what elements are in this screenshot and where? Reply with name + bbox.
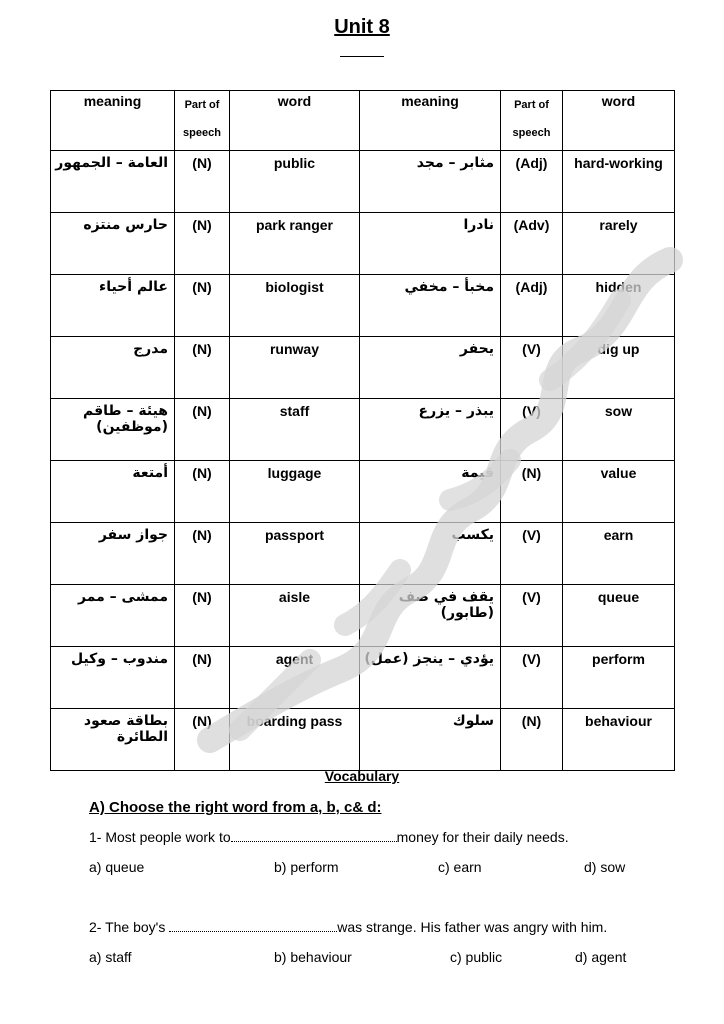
left-meaning-cell: حارس منتزه (51, 213, 175, 275)
right-pos-cell: (V) (501, 399, 563, 461)
question-2 (89, 919, 607, 935)
header-word-right: word (563, 91, 675, 151)
header-meaning-right: meaning (360, 91, 501, 151)
table-row (51, 337, 675, 399)
table-row (51, 399, 675, 461)
left-pos-cell: (N) (175, 709, 230, 771)
right-word-cell: hidden (563, 275, 675, 337)
right-word-cell: behaviour (563, 709, 675, 771)
right-pos-cell: (V) (501, 647, 563, 709)
left-word-cell: aisle (230, 585, 360, 647)
right-word-cell: dig up (563, 337, 675, 399)
left-word-cell: biologist (230, 275, 360, 337)
right-pos-cell: (Adv) (501, 213, 563, 275)
left-pos-cell: (N) (175, 647, 230, 709)
question-2-text-before: 2- The boy's (89, 919, 166, 935)
right-pos-cell: (Adj) (501, 275, 563, 337)
left-meaning-cell: مدرج (51, 337, 175, 399)
left-word-cell: boarding pass (230, 709, 360, 771)
left-pos-cell: (N) (175, 151, 230, 213)
right-pos-cell: (Adj) (501, 151, 563, 213)
left-meaning-cell: عالم أحياء (51, 275, 175, 337)
table-row (51, 585, 675, 647)
header-meaning-left: meaning (51, 91, 175, 151)
answer-blank (231, 831, 397, 842)
left-pos-cell: (N) (175, 275, 230, 337)
right-word-cell: queue (563, 585, 675, 647)
right-meaning-cell: يبذر – يزرع (360, 399, 501, 461)
vocabulary-table (50, 90, 675, 771)
right-word-cell: earn (563, 523, 675, 585)
question-1 (89, 829, 569, 845)
page-title: Unit 8 (334, 16, 390, 38)
question-2-option-d: d) agent (575, 949, 627, 965)
question-2-text-after: was strange. His father was angry with him. (337, 919, 608, 935)
question-1-option-c: c) earn (438, 859, 482, 875)
question-1-option-b: b) perform (274, 859, 339, 875)
table-row (51, 523, 675, 585)
left-word-cell: staff (230, 399, 360, 461)
left-meaning-cell: بطاقة صعود الطائرة (51, 709, 175, 771)
right-meaning-cell: قيمة (360, 461, 501, 523)
right-pos-cell: (V) (501, 337, 563, 399)
question-1-text-before: 1- Most people work to (89, 829, 231, 845)
left-pos-cell: (N) (175, 399, 230, 461)
left-word-cell: agent (230, 647, 360, 709)
left-meaning-cell: أمتعة (51, 461, 175, 523)
left-pos-cell: (N) (175, 461, 230, 523)
right-pos-cell: (N) (501, 709, 563, 771)
left-meaning-cell: العامة – الجمهور (51, 151, 175, 213)
question-2-option-a: a) staff (89, 949, 132, 965)
right-meaning-cell: مخبأ – مخفي (360, 275, 501, 337)
right-meaning-cell: يقف في صف (طابور) (360, 585, 501, 647)
header-pos-left: Part of speech (175, 91, 230, 151)
table-row (51, 151, 675, 213)
right-pos-cell: (V) (501, 523, 563, 585)
right-word-cell: value (563, 461, 675, 523)
right-word-cell: rarely (563, 213, 675, 275)
table-row (51, 647, 675, 709)
left-meaning-cell: مندوب – وكيل (51, 647, 175, 709)
header-pos-right: Part of speech (501, 91, 563, 151)
table-header-row (51, 91, 675, 151)
left-meaning-cell: هيئة – طاقم (موظفين) (51, 399, 175, 461)
left-pos-cell: (N) (175, 585, 230, 647)
right-meaning-cell: يحفر (360, 337, 501, 399)
left-meaning-cell: جواز سفر (51, 523, 175, 585)
left-word-cell: park ranger (230, 213, 360, 275)
left-word-cell: luggage (230, 461, 360, 523)
answer-blank (169, 921, 337, 932)
header-word-left: word (230, 91, 360, 151)
question-2-option-c: c) public (450, 949, 503, 965)
left-meaning-cell: ممشى – ممر (51, 585, 175, 647)
question-2-option-b: b) behaviour (274, 949, 352, 965)
vocabulary-heading: Vocabulary (324, 768, 400, 784)
right-pos-cell: (V) (501, 585, 563, 647)
left-pos-cell: (N) (175, 337, 230, 399)
right-word-cell: sow (563, 399, 675, 461)
right-pos-cell: (N) (501, 461, 563, 523)
left-word-cell: public (230, 151, 360, 213)
title-underline (340, 56, 384, 57)
section-a-heading: A) Choose the right word from a, b, c& d: (89, 799, 382, 816)
left-word-cell: passport (230, 523, 360, 585)
right-meaning-cell: يكسب (360, 523, 501, 585)
left-pos-cell: (N) (175, 523, 230, 585)
left-pos-cell: (N) (175, 213, 230, 275)
left-word-cell: runway (230, 337, 360, 399)
question-1-option-d: d) sow (584, 859, 626, 875)
question-1-option-a: a) queue (89, 859, 145, 875)
table-row (51, 213, 675, 275)
right-meaning-cell: سلوك (360, 709, 501, 771)
right-meaning-cell: مثابر – مجد (360, 151, 501, 213)
table-row (51, 709, 675, 771)
right-meaning-cell: يؤدي – ينجز (عمل) (360, 647, 501, 709)
question-1-text-after: money for their daily needs. (396, 829, 569, 845)
right-meaning-cell: نادرا (360, 213, 501, 275)
right-word-cell: hard-working (563, 151, 675, 213)
table-row (51, 461, 675, 523)
table-row (51, 275, 675, 337)
right-word-cell: perform (563, 647, 675, 709)
